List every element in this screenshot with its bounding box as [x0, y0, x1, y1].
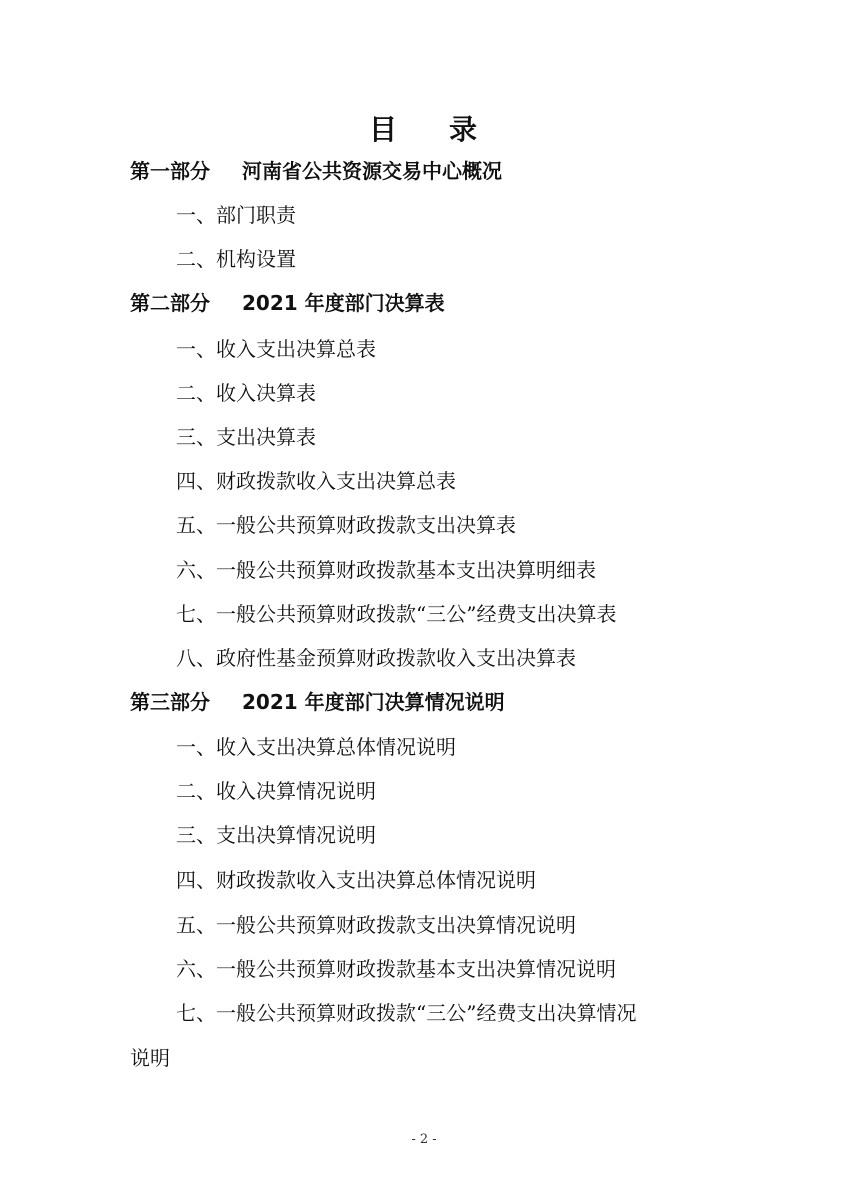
toc-item: 二、收入决算表	[176, 381, 316, 405]
toc-item: 四、财政拨款收入支出决算总表	[176, 469, 456, 493]
toc-item: 四、财政拨款收入支出决算总体情况说明	[176, 868, 536, 892]
toc-part-1	[130, 158, 502, 184]
toc-item: 一、收入支出决算总体情况说明	[176, 735, 456, 759]
part-label: 第一部分	[130, 159, 210, 183]
toc-title-char-1: 目	[368, 113, 399, 146]
toc-item: 六、一般公共预算财政拨款基本支出决算情况说明	[176, 957, 616, 981]
toc-item: 一、收入支出决算总表	[176, 337, 376, 361]
page-number: - 2 -	[411, 1132, 437, 1147]
toc-item: 二、收入决算情况说明	[176, 779, 376, 803]
part-label: 第三部分	[130, 690, 210, 714]
toc-item-continuation: 说明	[130, 1046, 170, 1070]
toc-item: 三、支出决算情况说明	[176, 823, 376, 847]
part-title: 2021 年度部门决算情况说明	[242, 690, 505, 714]
toc-title-char-2: 录	[449, 113, 480, 146]
toc-item: 六、一般公共预算财政拨款基本支出决算明细表	[176, 558, 596, 582]
toc-part-2	[130, 290, 445, 316]
toc-item: 三、支出决算表	[176, 425, 316, 449]
toc-item: 五、一般公共预算财政拨款支出决算表	[176, 513, 516, 537]
part-label: 第二部分	[130, 291, 210, 315]
part-title: 河南省公共资源交易中心概况	[242, 159, 502, 183]
toc-part-3	[130, 689, 505, 715]
toc-item: 五、一般公共预算财政拨款支出决算情况说明	[176, 913, 576, 937]
toc-item: 一、部门职责	[176, 203, 296, 227]
toc-item: 七、一般公共预算财政拨款“三公”经费支出决算情况	[176, 1001, 637, 1025]
part-title: 2021 年度部门决算表	[242, 291, 445, 315]
toc-item: 二、机构设置	[176, 247, 296, 271]
toc-item: 七、一般公共预算财政拨款“三公”经费支出决算表	[176, 602, 617, 626]
toc-item: 八、政府性基金预算财政拨款收入支出决算表	[176, 646, 576, 670]
toc-title	[0, 108, 848, 148]
